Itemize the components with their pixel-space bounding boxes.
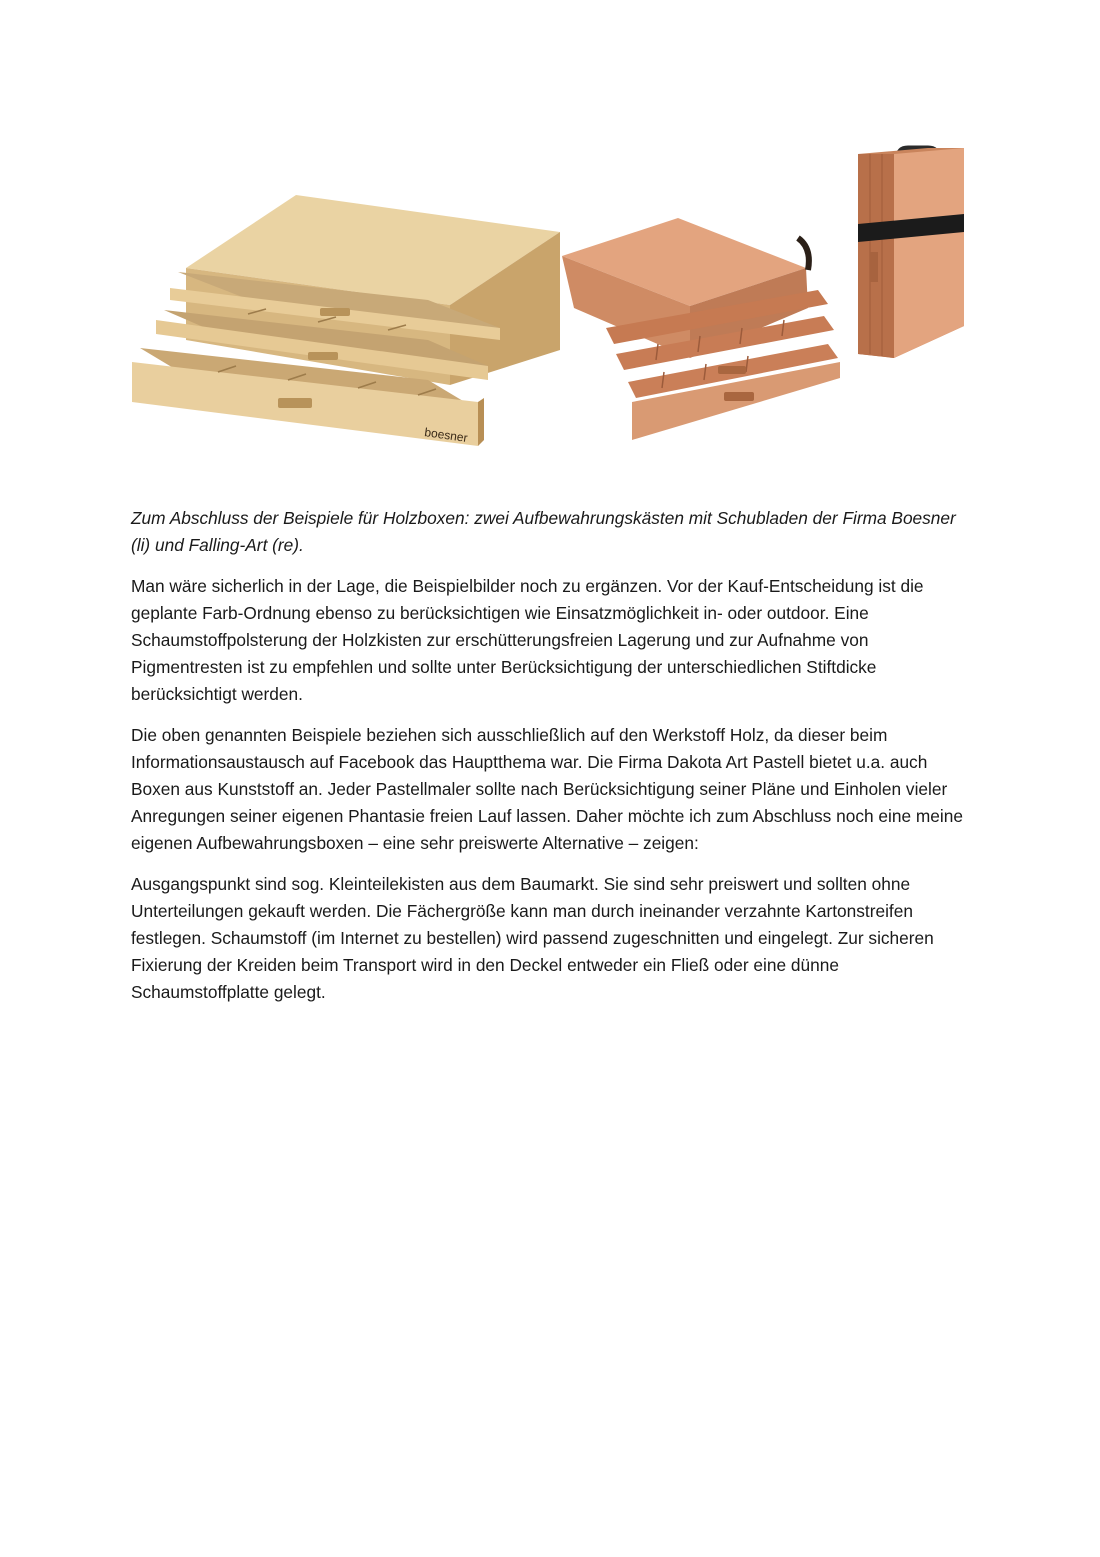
boesner-drawer-box-image xyxy=(132,195,560,446)
figure-caption: Zum Abschluss der Beispiele für Holzboxen: zwei Aufbewahrungskästen mit Schubladen der Firma Boesner (li) und Falling-Art (re). xyxy=(131,508,956,555)
paragraph-1: Man wäre sicherlich in der Lage, die Beispielbilder noch zu ergänzen. Vor der Kauf-Entscheidung ist die geplante Farb-Ordnung ebenso zu berücksichtigen wie Einsatzmöglichkeit in- oder outdoor. Eine Schaumstoffpolsterung der Holzkisten zur erschütterungsfreien Lagerung und zur Aufnahme von Pigmentresten ist zu empfehlen und sollte unter Berücksichtigung der unterschiedlichen Stiftdicke berücksichtigt werden. xyxy=(131,576,924,704)
boesner-brand-mark: boesner xyxy=(423,425,469,446)
paragraph-2: Die oben genannten Beispiele beziehen sich ausschließlich auf den Werkstoff Holz, da dieser beim Informationsaustausch auf Facebook das Hauptthema war. Die Firma Dakota Art Pastell bietet u.a. auch Boxen aus Kunststoff an. Jeder Pastellmaler sollte nach Berücksichtigung seiner Pläne und Einholen vieler Anregungen seiner eigenen Phantasie freien Lauf lassen. Daher möchte ich zum Abschluss noch eine meine eigenen Aufbewahrungsboxen – eine sehr preiswerte Alternative – zeigen: xyxy=(131,725,963,853)
product-photos xyxy=(128,140,976,458)
paragraph-3: Ausgangspunkt sind sog. Kleinteilekisten aus dem Baumarkt. Sie sind sehr preiswert und sollten ohne Unterteilungen gekauft werden. Die Fächergröße kann man durch ineinander verzahnte Kartonstreifen festlegen. Schaumstoff (im Internet zu bestellen) wird passend zugeschnitten und eingelegt. Zur sicheren Fixierung der Kreiden beim Transport wird in den Deckel entweder ein Fließ oder eine dünne Schaumstoffplatte gelegt. xyxy=(131,874,934,1002)
falling-art-drawer-box-image xyxy=(562,218,840,440)
falling-art-standing-case-image xyxy=(858,148,964,358)
text-content xyxy=(131,505,969,1020)
